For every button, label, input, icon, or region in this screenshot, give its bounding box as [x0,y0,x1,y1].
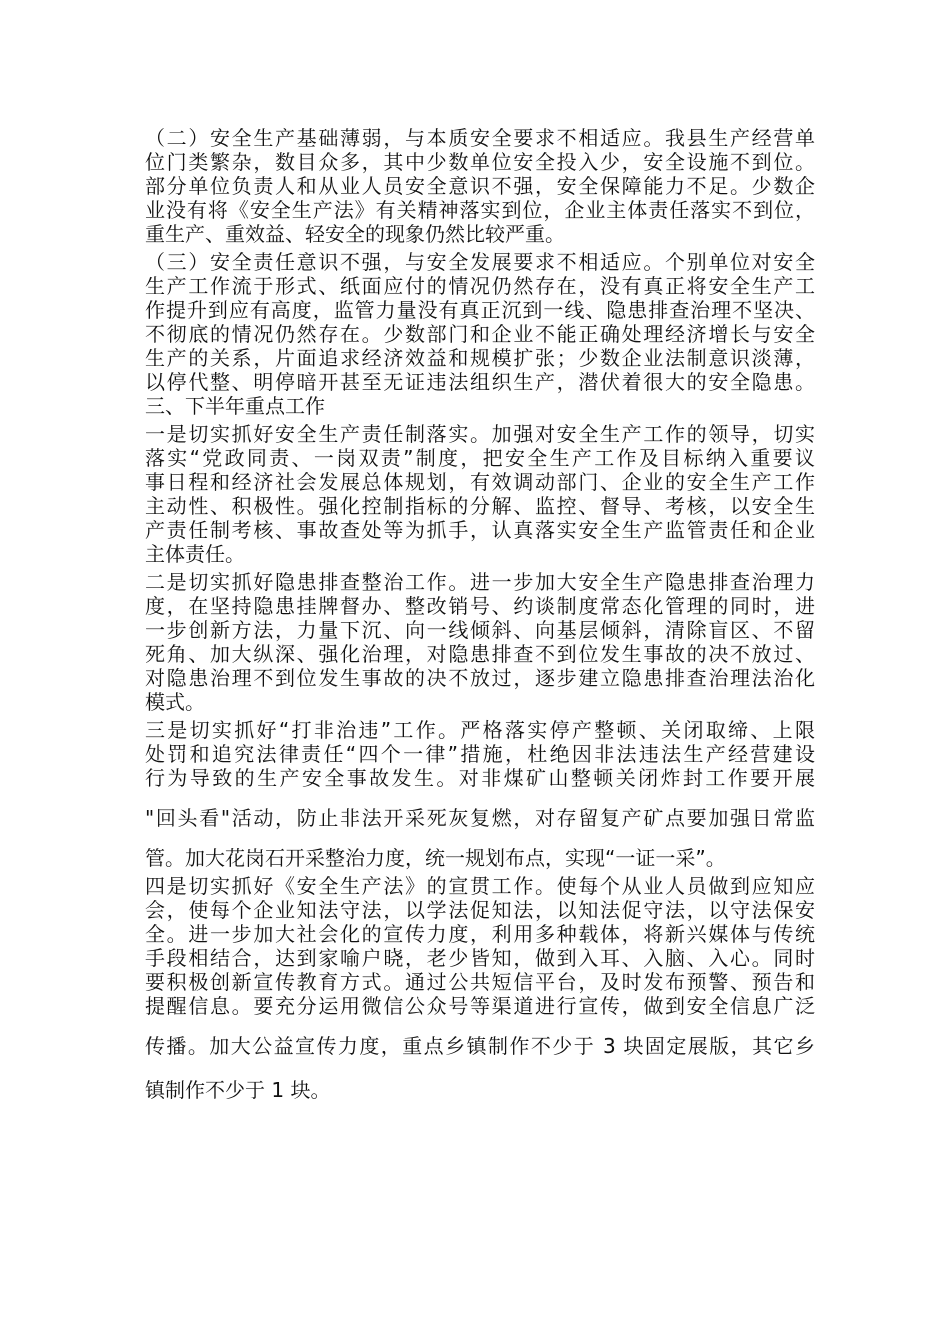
text-line: 落实“党政同责、一岗双责”制度，把安全生产工作及目标纳入重要议 [145,446,815,470]
text-line: 会，使每个企业知法守法，以学法促知法，以知法促守法，以守法保安 [145,898,815,922]
text-line: 事日程和经济社会发展总体规划，有效调动部门、企业的安全生产工作 [145,470,815,494]
text-line: 四是切实抓好《安全生产法》的宣贯工作。使每个从业人员做到应知应 [145,874,815,898]
text-line: 部分单位负责人和从业人员安全意识不强，安全保障能力不足。少数企 [145,174,815,198]
text-line: 传播。加大公益宣传力度，重点乡镇制作不少于 3 块固定展版，其它乡 [145,1034,815,1058]
text-line: 处罚和追究法律责任“四个一律”措施，杜绝因非法违法生产经营建设 [145,742,815,766]
text-line: 二是切实抓好隐患排查整治工作。进一步加大安全生产隐患排查治理力 [145,570,815,594]
text-line: 业没有将《安全生产法》有关精神落实到位，企业主体责任落实不到位， [145,198,815,222]
text-line: 产责任制考核、事故查处等为抓手，认真落实安全生产监管责任和企业 [145,518,815,542]
document-page [145,0,815,1344]
text-line: 提醒信息。要充分运用微信公众号等渠道进行宣传，做到安全信息广泛 [145,994,815,1018]
text-line: 镇制作不少于 1 块。 [145,1078,331,1102]
text-line: 生产的关系，片面追求经济效益和规模扩张；少数企业法制意识淡薄， [145,346,815,370]
text-line: 全。进一步加大社会化的宣传力度，利用多种载体，将新兴媒体与传统 [145,922,815,946]
text-line: 一是切实抓好安全生产责任制落实。加强对安全生产工作的领导，切实 [145,422,815,446]
text-line: 位门类繁杂，数目众多，其中少数单位安全投入少，安全设施不到位。 [145,150,815,174]
text-line: 死角、加大纵深、强化治理，对隐患排查不到位发生事故的决不放过、 [145,642,815,666]
text-line: （三）安全责任意识不强，与安全发展要求不相适应。个别单位对安全 [145,250,815,274]
text-line: 一步创新方法，力量下沉、向一线倾斜、向基层倾斜，清除盲区、不留 [145,618,815,642]
text-line: 度，在坚持隐患挂牌督办、整改销号、约谈制度常态化管理的同时，进 [145,594,815,618]
text-line: 三是切实抓好“打非治违”工作。严格落实停产整顿、关闭取缔、上限 [145,718,815,742]
text-line: 行为导致的生产安全事故发生。对非煤矿山整顿关闭炸封工作要开展 [145,766,815,790]
text-line: "回头看"活动，防止非法开采死灰复燃，对存留复产矿点要加强日常监 [145,806,815,830]
text-line: 生产工作流于形式、纸面应付的情况仍然存在，没有真正将安全生产工 [145,274,815,298]
text-line: （二）安全生产基础薄弱，与本质安全要求不相适应。我县生产经营单 [145,126,815,150]
text-line: 管。加大花岗石开采整治力度，统一规划布点，实现“一证一采”。 [145,846,726,870]
text-line: 三、下半年重点工作 [145,394,325,418]
text-line: 要积极创新宣传教育方式。通过公共短信平台，及时发布预警、预告和 [145,970,815,994]
text-line: 以停代整、明停暗开甚至无证违法组织生产，潜伏着很大的安全隐患。 [145,370,815,394]
text-line: 作提升到应有高度，监管力量没有真正沉到一线、隐患排查治理不坚决、 [145,298,815,322]
text-line: 手段相结合，达到家喻户晓，老少皆知，做到入耳、入脑、入心。同时 [145,946,815,970]
text-line: 重生产、重效益、轻安全的现象仍然比较严重。 [145,222,565,246]
text-line: 不彻底的情况仍然存在。少数部门和企业不能正确处理经济增长与安全 [145,322,815,346]
text-line: 主动性、积极性。强化控制指标的分解、监控、督导、考核，以安全生 [145,494,815,518]
text-line: 模式。 [145,690,205,714]
text-line: 对隐患治理不到位发生事故的决不放过，逐步建立隐患排查治理法治化 [145,666,815,690]
text-line: 主体责任。 [145,542,245,566]
